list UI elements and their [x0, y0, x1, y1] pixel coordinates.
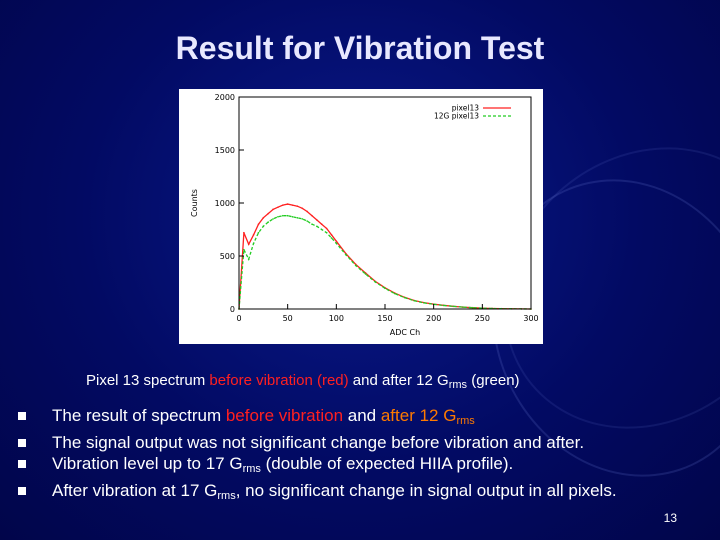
data-point [272, 209, 274, 211]
data-point [292, 216, 294, 218]
legend-label: 12G pixel13 [433, 111, 479, 121]
data-point [282, 215, 284, 217]
bullet-subscript: rms [242, 463, 261, 475]
x-tick-label: 150 [377, 314, 393, 323]
data-point [413, 300, 415, 302]
data-point [277, 216, 279, 218]
bullet-list [18, 405, 617, 507]
data-point [267, 221, 269, 223]
data-point [258, 232, 260, 234]
bullet-item [18, 432, 617, 453]
caption-subscript: rms [448, 379, 468, 391]
bullet-text: The result of spectrum [52, 406, 226, 425]
data-point [331, 237, 333, 239]
data-point [316, 226, 318, 228]
page-number: 13 [663, 511, 677, 525]
caption-end: (green) [467, 372, 520, 389]
bullet-text: and [343, 406, 381, 425]
y-tick-label: 1000 [214, 199, 235, 208]
bullet-item [18, 453, 617, 480]
bullet-item [18, 480, 617, 507]
y-axis-label: Counts [190, 189, 199, 217]
legend-label: pixel13 [451, 103, 479, 113]
caption-before-vibration: before vibration (red) [209, 372, 349, 389]
data-point [306, 220, 308, 222]
data-point [253, 242, 255, 244]
data-point [267, 213, 269, 215]
figure-caption [86, 372, 520, 391]
bullet-subscript: rms [456, 415, 475, 427]
bullet-subscript: rms [217, 490, 236, 502]
bullet-text: (double of expected HIIA profile). [260, 454, 514, 473]
data-point [384, 288, 386, 290]
data-point [365, 273, 367, 275]
bullet-marker [18, 460, 26, 468]
data-point [253, 234, 255, 236]
y-tick-label: 2000 [214, 93, 235, 102]
bullet-marker [18, 487, 26, 495]
bullet-item [18, 405, 617, 432]
data-point [243, 249, 245, 251]
data-point [462, 306, 464, 308]
data-point [316, 219, 318, 221]
data-point [297, 217, 299, 219]
data-point [272, 218, 274, 220]
data-point [297, 205, 299, 207]
x-tick-label: 250 [474, 314, 490, 323]
data-point [301, 218, 303, 220]
data-point [301, 208, 303, 210]
y-tick-label: 0 [229, 305, 235, 314]
y-tick-label: 500 [219, 252, 235, 261]
data-point [326, 232, 328, 234]
x-tick-label: 50 [282, 314, 293, 323]
x-tick-label: 0 [236, 314, 242, 323]
data-point [345, 254, 347, 256]
spectrum-chart-svg [179, 89, 543, 344]
data-point [336, 240, 338, 242]
data-point [282, 204, 284, 206]
bullet-text: , no significant change in signal output in all pixels. [235, 481, 617, 500]
data-point [336, 242, 338, 244]
bullet-marker [18, 439, 26, 447]
data-point [311, 223, 313, 225]
bullet-text: The signal output was not significant change before vibration and after. [52, 433, 585, 452]
data-point [326, 228, 328, 230]
data-point [472, 307, 474, 309]
data-point [248, 244, 250, 246]
data-point [331, 234, 333, 236]
bullet-text: After vibration at 17 G [52, 481, 218, 500]
data-point [404, 297, 406, 299]
slide-title: Result for Vibration Test [175, 30, 545, 66]
caption-after: and after 12 G [348, 372, 449, 389]
x-tick-label: 200 [426, 314, 442, 323]
data-point [452, 306, 454, 308]
data-point [321, 229, 323, 231]
bullet-text-after: after 12 G [380, 406, 457, 425]
data-point [263, 226, 265, 228]
data-point [306, 211, 308, 213]
data-point [321, 223, 323, 225]
x-tick-label: 100 [328, 314, 344, 323]
spectrum-chart [179, 89, 543, 344]
data-point [263, 217, 265, 219]
data-point [423, 302, 425, 304]
data-point [277, 206, 279, 208]
data-point [311, 215, 313, 217]
data-point [394, 293, 396, 295]
data-point [258, 223, 260, 225]
y-tick-label: 1500 [214, 146, 235, 155]
data-point [287, 215, 289, 217]
bullet-text-before-vibration: before vibration [225, 406, 344, 425]
x-axis-label: ADC Ch [389, 328, 421, 337]
data-point [243, 232, 245, 234]
bullet-marker [18, 412, 26, 420]
caption-prefix: Pixel 13 spectrum [86, 372, 210, 389]
data-point [287, 203, 289, 205]
data-point [443, 305, 445, 307]
data-point [374, 281, 376, 283]
x-tick-label: 300 [523, 314, 539, 323]
data-point [248, 258, 250, 260]
data-point [355, 265, 357, 267]
bullet-text: Vibration level up to 17 G [52, 454, 243, 473]
data-point [292, 204, 294, 206]
